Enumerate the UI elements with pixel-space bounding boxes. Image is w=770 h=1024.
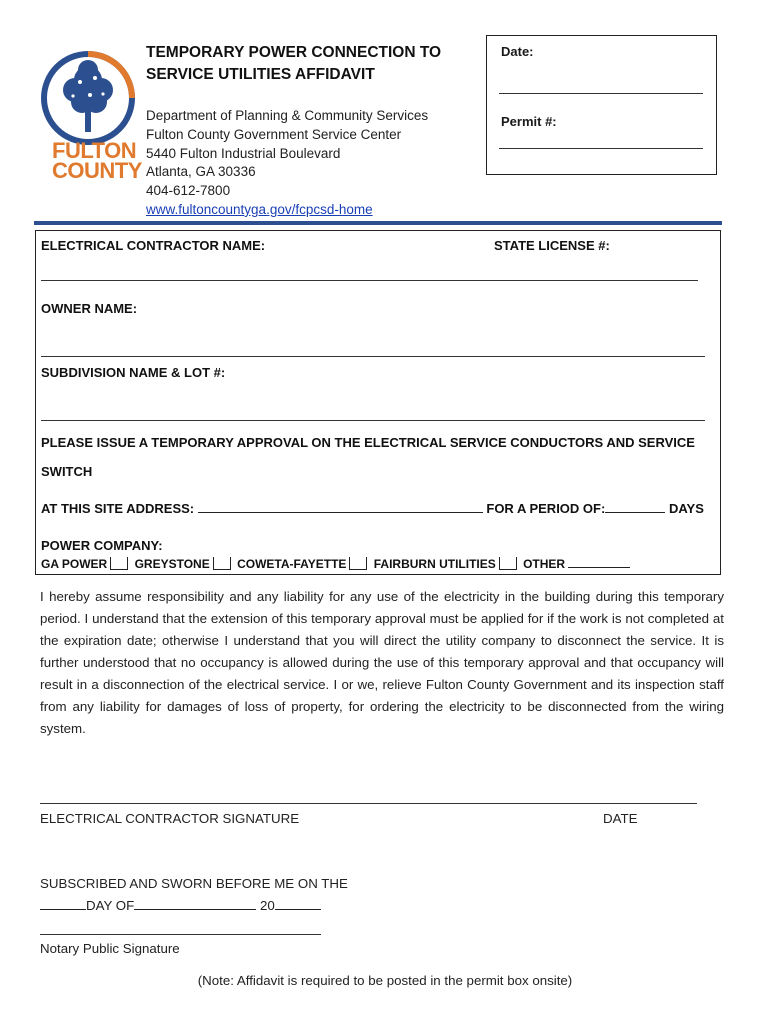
dept-line: Atlanta, GA 30336 — [146, 164, 256, 180]
date-field[interactable] — [499, 93, 703, 94]
period-days-field[interactable] — [605, 501, 665, 513]
dept-line: Department of Planning & Community Services — [146, 108, 429, 123]
site-address-row — [41, 501, 704, 516]
year-prefix: 20 — [259, 898, 275, 913]
owner-name-field[interactable] — [41, 356, 705, 357]
option-greystone-label: GREYSTONE — [134, 557, 210, 571]
dept-line: Fulton County Government Service Center — [146, 126, 402, 142]
state-license-label: STATE LICENSE #: — [494, 238, 610, 253]
signature-date-label: DATE — [603, 811, 638, 826]
day-field[interactable] — [40, 898, 86, 910]
department-address — [146, 107, 428, 220]
subdivision-field[interactable] — [41, 420, 705, 421]
day-of-row — [40, 898, 321, 913]
logo-word-county: COUNTY — [52, 158, 142, 183]
permit-label: Permit #: — [501, 114, 557, 129]
option-ga-power-label: GA POWER — [41, 557, 108, 571]
notary-signature-field[interactable] — [40, 934, 321, 935]
option-coweta-fayette-label: COWETA-FAYETTE — [237, 557, 347, 571]
subdivision-label: SUBDIVISION NAME & LOT #: — [41, 365, 226, 380]
site-address-field[interactable] — [198, 501, 483, 513]
option-other-label: OTHER — [523, 557, 566, 571]
month-field[interactable] — [134, 898, 256, 910]
sworn-label: SUBSCRIBED AND SWORN BEFORE ME ON THE — [40, 876, 348, 891]
contractor-form-box — [35, 230, 721, 575]
title-line-2: SERVICE UTILITIES AFFIDAVIT — [146, 66, 375, 83]
days-label: DAYS — [668, 501, 704, 516]
affidavit-text: I hereby assume responsibility and any liability for any use of the electricity in the building during this temporary period. I understand that the extension of this temporary approval must be applied for if the work is not completed at the expiration date; otherwise I understand that you will direct the utility company to disconnect the service. It is further understood that no occupancy is allowed during the use of this temporary approval and that occupancy will result in a disconnection of the electrical service. I or we, relieve Fulton County Government and its inspection staff from any liability for damages of loss of property, for ordering the electricity to be disconnected from the wiring system. — [40, 589, 724, 736]
notary-signature-label: Notary Public Signature — [40, 941, 180, 956]
day-of-label: DAY OF — [86, 898, 135, 913]
contractor-name-field[interactable] — [41, 280, 698, 281]
title-line-1: TEMPORARY POWER CONNECTION TO — [146, 44, 442, 61]
coweta-fayette-checkbox[interactable] — [349, 557, 367, 570]
contractor-name-label: ELECTRICAL CONTRACTOR NAME: — [41, 238, 266, 253]
contractor-signature-label: ELECTRICAL CONTRACTOR SIGNATURE — [40, 811, 300, 826]
year-field[interactable] — [275, 898, 321, 910]
other-company-field[interactable] — [568, 556, 630, 568]
greystone-checkbox[interactable] — [213, 557, 231, 570]
page-title — [146, 42, 441, 86]
owner-name-label: OWNER NAME: — [41, 301, 138, 316]
site-address-label: AT THIS SITE ADDRESS: — [41, 501, 195, 516]
request-text-line-1: PLEASE ISSUE A TEMPORARY APPROVAL ON THE ELECTRICAL SERVICE CONDUCTORS AND SERVICE — [41, 435, 695, 450]
option-fairburn-label: FAIRBURN UTILITIES — [373, 557, 496, 571]
website-link[interactable]: www.fultoncountyga.gov/fcpcsd-home — [146, 201, 373, 217]
date-label: Date: — [501, 44, 534, 59]
logo-word-fulton: FULTON — [52, 138, 137, 163]
dept-line: 404-612-7800 — [146, 183, 231, 199]
power-company-options — [41, 556, 630, 571]
request-text-line-2: SWITCH — [41, 464, 93, 479]
posting-note: (Note: Affidavit is required to be posted in the permit box onsite) — [197, 973, 573, 988]
power-company-label: POWER COMPANY: — [41, 538, 163, 553]
contractor-signature-field[interactable] — [40, 803, 697, 804]
period-label: FOR A PERIOD OF: — [486, 501, 606, 516]
date-permit-box — [486, 35, 717, 175]
header-divider — [34, 221, 722, 225]
permit-field[interactable] — [499, 148, 703, 149]
ga-power-checkbox[interactable] — [110, 557, 128, 570]
dept-line: 5440 Fulton Industrial Boulevard — [146, 145, 341, 161]
fairburn-checkbox[interactable] — [499, 557, 517, 570]
